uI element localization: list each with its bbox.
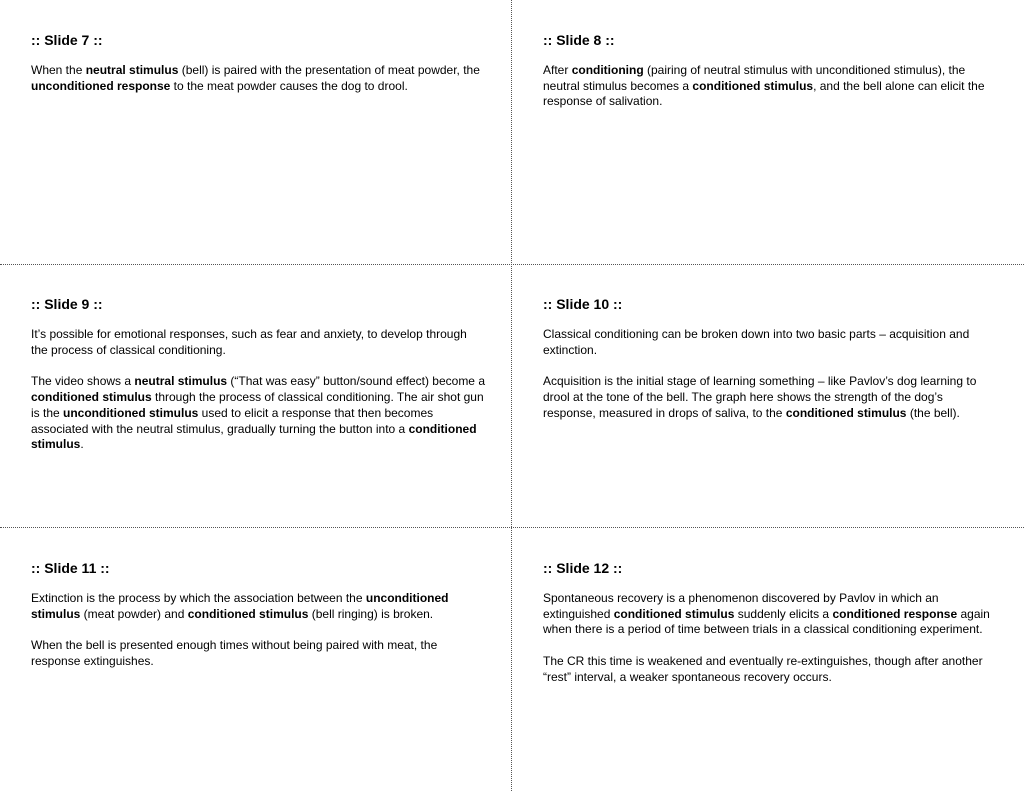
paragraph-text: (pairing of neutral stimulus with unconditioned stimulus), the neutral stimulus becomes a [543,63,966,93]
slide-paragraph [31,63,486,94]
slide-note-12 [543,560,998,702]
horizontal-divider-bottom [0,527,1024,528]
key-term: conditioned stimulus [31,421,477,452]
slide-note-10 [543,296,998,438]
key-term: conditioned stimulus [785,405,907,420]
paragraph-text: Acquisition is the initial stage of learning something – like Pavlov’s dog learning to drool at the tone of the bell. The graph here shows the strength of the dog’s response, measured in drops of saliva, to the [543,374,977,420]
key-term: neutral stimulus [85,63,179,77]
paragraph-text: When the [31,63,86,77]
key-term: conditioned stimulus [692,78,814,93]
slide-note-7 [31,32,486,110]
slide-title: :: Slide 9 :: [31,296,103,312]
paragraph-text: The video shows a [31,374,135,389]
key-term: neutral stimulus [134,374,228,389]
paragraph-text: The CR this time is weakened and eventually re-extinguishes, though after another “rest” interval, a weaker spontaneous recovery occurs. [543,654,983,684]
slide-paragraph [31,327,486,358]
paragraph-text: (bell) is paired with the presentation of meat powder, the [178,63,480,77]
slide-paragraph [31,638,486,669]
key-term: conditioned stimulus [31,390,152,405]
slide-paragraph [543,374,998,421]
paragraph-text: . [80,437,84,452]
key-term: conditioned stimulus [187,606,309,621]
paragraph-text: used to elicit a response that then becomes associated with the neutral stimulus, gradually turning the button into a [31,405,434,436]
key-term: unconditioned stimulus [31,591,449,621]
slide-paragraph [543,654,998,685]
paragraph-text: , and the bell alone can elicit the response of salivation. [543,78,985,109]
paragraph-text: again when there is a period of time between trials in a classical conditioning experiment. [543,606,990,637]
slide-title: :: Slide 7 :: [31,32,103,48]
paragraph-text: (“That was easy” button/sound effect) become a [227,374,485,389]
paragraph-text: (the bell). [906,405,960,420]
slide-note-11 [31,560,486,686]
horizontal-divider-top [0,264,1024,265]
slide-paragraph [543,591,998,638]
paragraph-text: When the bell is presented enough times without being paired with meat, the response extinguishes. [31,638,438,669]
slide-title: :: Slide 11 :: [31,560,110,576]
slide-paragraph [31,374,486,453]
paragraph-text: to the meat powder causes the dog to drool. [170,78,408,93]
slide-note-9 [31,296,486,469]
slide-paragraph [543,63,998,110]
paragraph-text: suddenly elicits a [734,606,833,621]
slide-paragraph [543,327,998,358]
paragraph-text: through the process of classical conditioning. The air shot gun is the [31,390,484,420]
paragraph-text: (bell ringing) is broken. [308,606,434,621]
slide-title: :: Slide 8 :: [543,32,615,48]
paragraph-text: (meat powder) and [80,606,188,621]
paragraph-text: Spontaneous recovery is a phenomenon discovered by Pavlov in which an extinguished [543,591,939,621]
slide-note-8 [543,32,998,126]
key-term: conditioned response [832,606,958,621]
key-term: conditioned stimulus [613,606,735,621]
slide-title: :: Slide 10 :: [543,296,623,312]
slide-paragraph [31,591,486,622]
key-term: unconditioned response [31,78,171,93]
slide-title: :: Slide 12 :: [543,560,623,576]
paragraph-text: After [543,63,572,77]
paragraph-text: Extinction is the process by which the association between the [31,591,366,605]
paragraph-text: Classical conditioning can be broken down into two basic parts – acquisition and extinction. [543,327,970,357]
vertical-divider [511,0,512,791]
paragraph-text: It’s possible for emotional responses, such as fear and anxiety, to develop through the process of classical conditioning. [31,327,467,357]
key-term: conditioning [571,63,644,77]
key-term: unconditioned stimulus [63,405,199,420]
